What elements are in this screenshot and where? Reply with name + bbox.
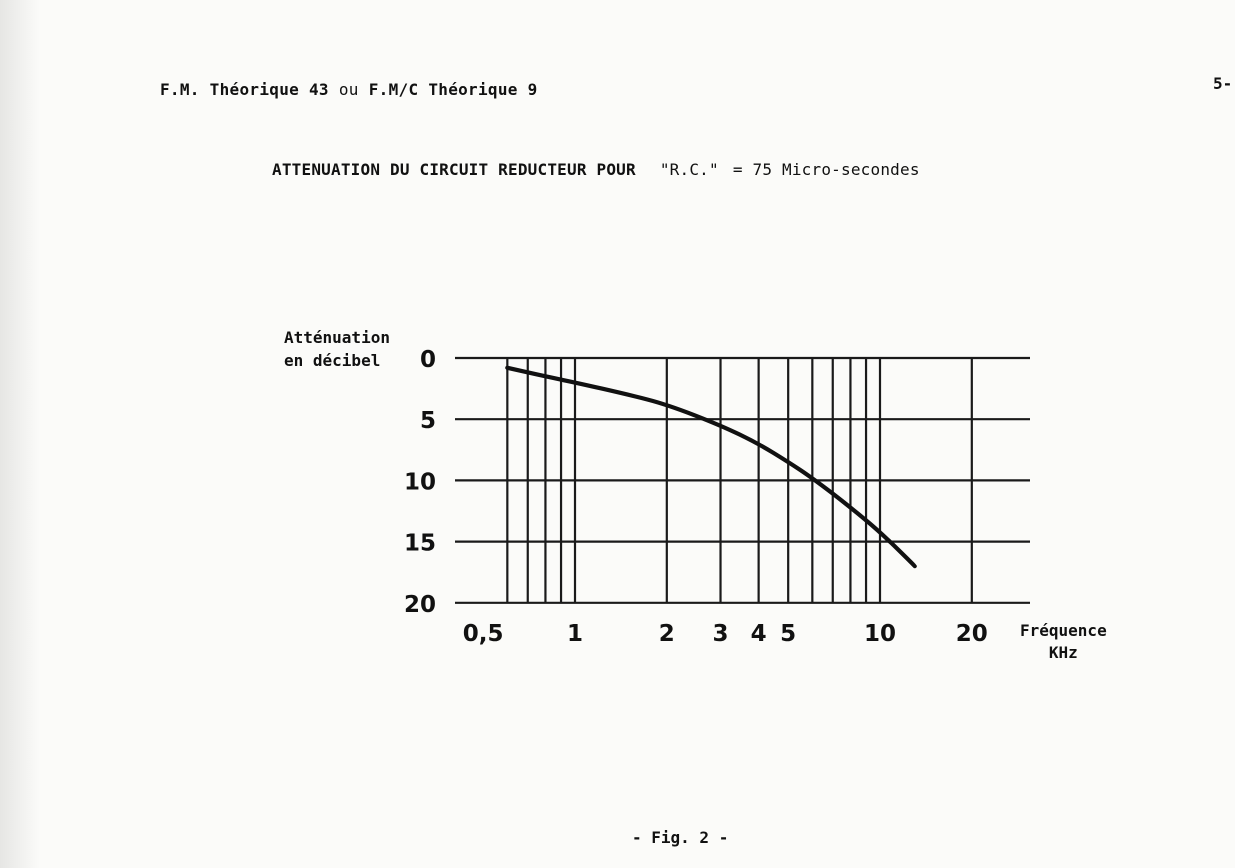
x-axis-label-line2: KHz [1048,643,1078,662]
x-axis-label-line1: Fréquence [1020,621,1107,640]
y-tick-labels [404,347,436,618]
x-tick-label: 5 [780,621,797,647]
y-tick-label: 20 [403,591,436,618]
x-tick-labels [463,621,988,647]
x-tick-label: 10 [863,621,897,647]
header-ou: ou [338,80,359,99]
horizontal-gridlines [455,358,1030,603]
x-tick-label: 2 [658,621,675,647]
header-left: F.M. Théorique 43 [160,80,329,99]
attenuation-curve [507,368,915,566]
series-group [507,368,915,566]
y-tick-label: 0 [419,347,436,373]
header-right: F.M/C Théorique 9 [368,80,538,99]
x-tick-label: 4 [750,621,767,647]
y-tick-label: 15 [403,530,436,557]
page-number: 5- [1213,74,1233,93]
y-axis-label-line1: Atténuation [284,328,390,347]
title-value: = 75 Micro-secondes [732,160,920,179]
y-axis-label-line2: en décibel [284,351,381,370]
x-tick-label: 20 [955,621,988,647]
y-tick-label: 10 [403,469,436,496]
x-tick-label: 3 [712,621,729,647]
x-tick-label: 0,5 [462,621,504,647]
title-main: ATTENUATION DU CIRCUIT REDUCTEUR POUR [272,160,636,179]
x-tick-label: 1 [566,621,584,647]
figure-caption: - Fig. 2 - [632,828,729,847]
y-tick-label: 5 [419,408,436,435]
title-rc: "R.C." [659,160,719,179]
